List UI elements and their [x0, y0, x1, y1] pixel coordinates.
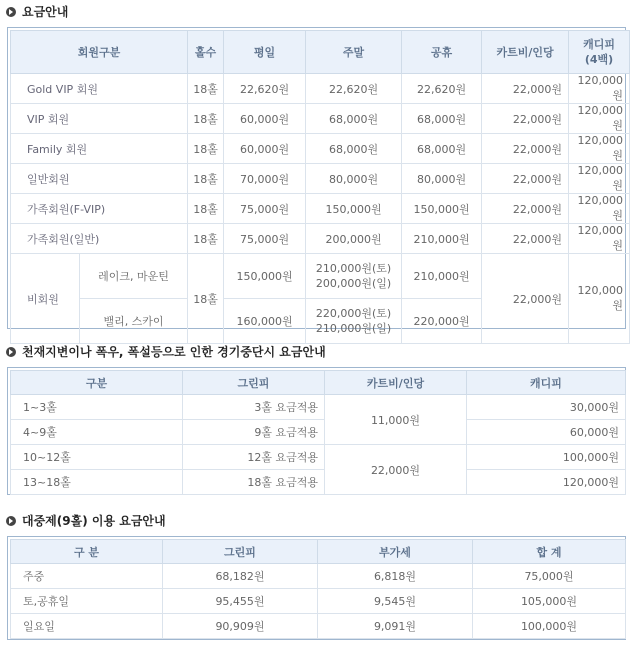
- table-row: 4~9홀 9홀 요금적용 60,000원: [11, 420, 626, 445]
- table-row: 토,공휴일 95,455원 9,545원 105,000원: [11, 589, 626, 614]
- header-cart: 카트비/인당: [482, 31, 569, 74]
- table-row: 가족회원(일반) 18홀 75,000원 200,000원 210,000원 22,000원 120,000원: [11, 224, 630, 254]
- suspension-table-box: [7, 367, 626, 495]
- fee-table-box: [7, 27, 626, 335]
- table-row: 1~3홀 3홀 요금적용 11,000원 30,000원: [11, 395, 626, 420]
- public-fee-table: [10, 539, 626, 639]
- table-row: 가족회원(F-VIP) 18홀 75,000원 150,000원 150,000원 22,000원 120,000원: [11, 194, 630, 224]
- nonmember-label: 비회원: [11, 254, 80, 344]
- header-greenfee: 그린피: [163, 540, 318, 564]
- header-category: 구 분: [11, 540, 163, 564]
- header-holiday: 공휴: [402, 31, 482, 74]
- table-row: 밸리, 스카이 160,000원 220,000원(토) 210,000원(일) 220,000원: [11, 299, 630, 344]
- arrow-bullet-icon: [6, 7, 16, 17]
- table-row: VIP 회원 18홀 60,000원 68,000원 68,000원 22,000원 120,000원: [11, 104, 630, 134]
- header-caddie: 캐디피: [467, 371, 626, 395]
- table-row: Family 회원 18홀 60,000원 68,000원 68,000원 22,000원 120,000원: [11, 134, 630, 164]
- fee-table: [10, 30, 630, 344]
- table-row: 일반회원 18홀 70,000원 80,000원 80,000원 22,000원 120,000원: [11, 164, 630, 194]
- header-weekend: 주말: [306, 31, 402, 74]
- table-row: 주중 68,182원 6,818원 75,000원: [11, 564, 626, 589]
- arrow-bullet-icon: [6, 516, 16, 526]
- header-total: 합 계: [473, 540, 626, 564]
- section-title-public: 대중제(9홀) 이용 요금안내: [6, 513, 166, 529]
- public-fee-table-box: [7, 536, 626, 640]
- arrow-bullet-icon: [6, 347, 16, 357]
- suspension-table: [10, 370, 626, 495]
- header-cart: 카트비/인당: [325, 371, 467, 395]
- header-member-type: 회원구분: [11, 31, 188, 74]
- section-title-suspension: 천재지변이나 폭우, 폭설등으로 인한 경기중단시 요금안내: [6, 344, 326, 360]
- table-row: 13~18홀 18홀 요금적용 120,000원: [11, 470, 626, 495]
- header-vat: 부가세: [318, 540, 473, 564]
- header-weekday: 평일: [224, 31, 306, 74]
- header-holes: 홀수: [188, 31, 224, 74]
- header-caddie: 캐디피 (4백): [569, 31, 630, 74]
- table-row: 비회원 레이크, 마운틴 18홀 150,000원 210,000원(토) 200,000원(일) 210,000원 22,000원 120,000원: [11, 254, 630, 299]
- header-range: 구분: [11, 371, 183, 395]
- header-greenfee: 그린피: [183, 371, 325, 395]
- table-row: 10~12홀 12홀 요금적용 22,000원 100,000원: [11, 445, 626, 470]
- table-row: Gold VIP 회원 18홀 22,620원 22,620원 22,620원 22,000원 120,000원: [11, 74, 630, 104]
- section-title-fees: 요금안내: [6, 4, 68, 20]
- table-row: 일요일 90,909원 9,091원 100,000원: [11, 614, 626, 639]
